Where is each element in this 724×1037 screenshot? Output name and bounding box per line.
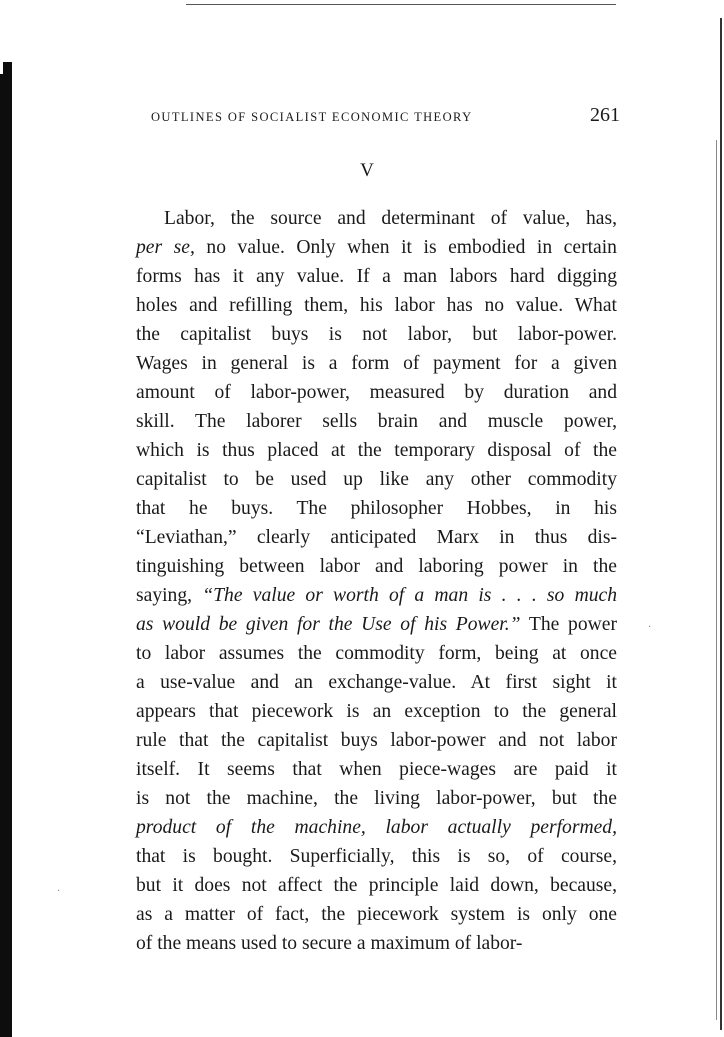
quotation: “The value or worth of a man is . . . so much [202, 585, 618, 606]
text-fragment: The power [520, 614, 618, 635]
text-line: rule that the capitalist buys labor-power and not labor [136, 730, 617, 751]
quotation: as would be given for the Use of his Power.” [136, 614, 521, 635]
text-line: holes and refilling them, his labor has no value. What [136, 295, 617, 316]
text-line: itself. It seems that when piece-wages are paid it [136, 759, 617, 780]
text-line: that he buys. The philosopher Hobbes, in his [136, 498, 617, 519]
text-line [136, 610, 617, 639]
body-text [136, 204, 617, 958]
text-line [136, 813, 617, 842]
text-fragment: no value. Only when it is embodied in certain [194, 237, 617, 258]
text-line: of the means used to secure a maximum of labor- [136, 933, 523, 954]
italic-phrase: per se, [136, 237, 195, 258]
italic-phrase: product of the machine, labor actually performed, [136, 817, 617, 838]
binding-shadow [0, 74, 12, 1037]
text-line: Wages in general is a form of payment for a given [136, 353, 617, 374]
top-rule [186, 4, 616, 5]
text-line: the capitalist buys is not labor, but labor-power. [136, 324, 617, 345]
stray-mark: · [648, 622, 652, 633]
text-fragment: saying, [136, 585, 203, 606]
stray-mark: · [57, 886, 61, 897]
text-line: that is bought. Superficially, this is so, of course, [136, 846, 617, 867]
text-line: amount of labor-power, measured by duration and [136, 382, 617, 403]
text-line [136, 233, 617, 262]
text-line: as a matter of fact, the piecework system is only one [136, 904, 617, 925]
text-line: “Leviathan,” clearly anticipated Marx in thus dis- [136, 527, 617, 548]
text-line: skill. The laborer sells brain and muscle power, [136, 411, 617, 432]
page-edge-inner [716, 140, 717, 1020]
text-line: but it does not affect the principle laid down, because, [136, 875, 617, 896]
text-line: a use-value and an exchange-value. At first sight it [136, 672, 617, 693]
text-line: forms has it any value. If a man labors hard digging [136, 266, 617, 287]
text-line [136, 581, 617, 610]
text-line: which is thus placed at the temporary disposal of the [136, 440, 617, 461]
text-line: is not the machine, the living labor-power, but the [136, 788, 617, 809]
running-head [151, 104, 620, 128]
text-line: to labor assumes the commodity form, being at once [136, 643, 617, 664]
running-title: OUTLINES OF SOCIALIST ECONOMIC THEORY [151, 110, 473, 124]
text-line: Labor, the source and determinant of value, has, [164, 208, 617, 229]
page-number: 261 [590, 104, 620, 126]
chapter-numeral: V [360, 160, 374, 181]
text-line: capitalist to be used up like any other commodity [136, 469, 617, 490]
text-line: appears that piecework is an exception to the general [136, 701, 617, 722]
page-edge [720, 18, 722, 1030]
text-line: tinguishing between labor and laboring power in the [136, 556, 617, 577]
